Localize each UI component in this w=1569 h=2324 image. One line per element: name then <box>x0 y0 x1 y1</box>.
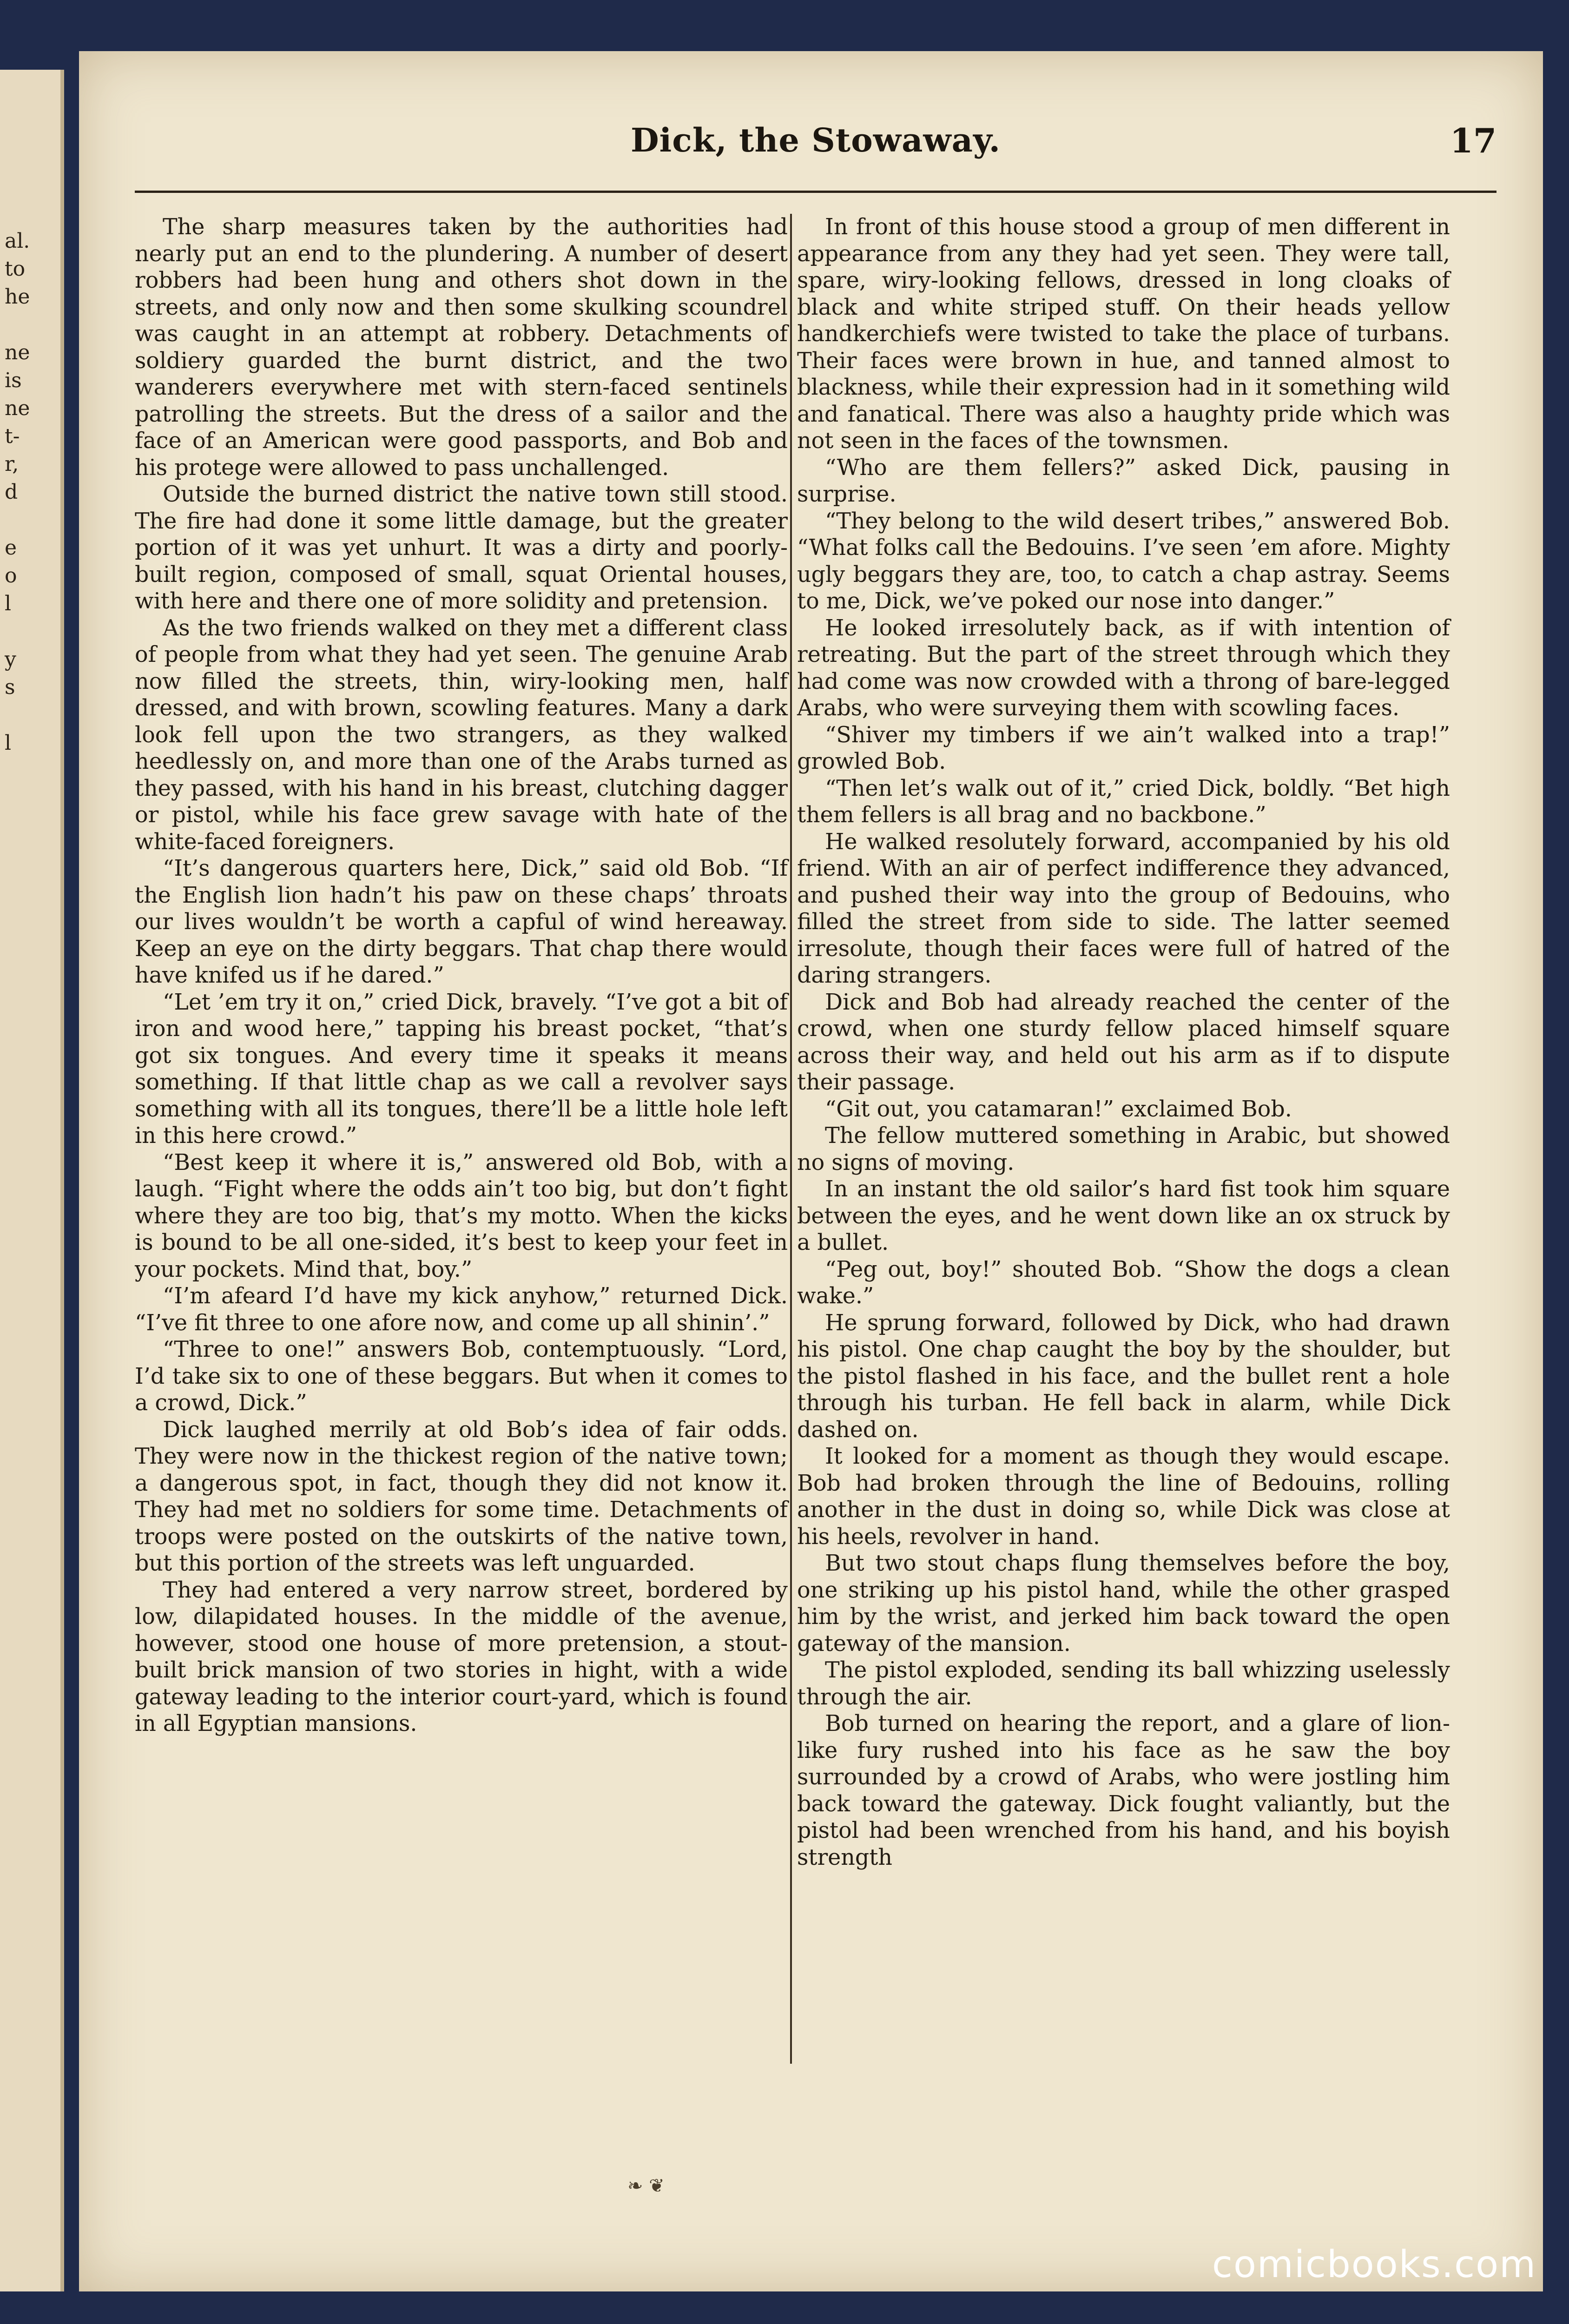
paragraph: Dick and Bob had already reached the center of the crowd, when one sturdy fellow placed himself square across their way, and held out his arm as if to dispute their passage. <box>797 989 1450 1095</box>
paragraph: Outside the burned district the native town still stood. The fire had done it some little damage, but the greater portion of it was yet unhurt. It was a dirty and poorly-built region, composed of small, squat Oriental houses, with here and there one of more solidity and pretension. <box>135 482 788 614</box>
margin-fragment: y <box>5 647 16 671</box>
paragraph: As the two friends walked on they met a different class of people from what they had yet seen. The genuine Arab now filled the streets, thin, wiry-looking men, half dressed, and with brown, scowling features. Many a dark look fell upon the two strangers, as they walked heedlessly on, and more than one of the Arabs turned as they passed, with his hand in his breast, clutching dagger or pistol, while his face grew savage with hate of the white-faced foreigners. <box>135 615 788 855</box>
margin-fragment: o <box>5 564 17 588</box>
page-number: 17 <box>1450 121 1496 160</box>
paragraph: “Three to one!” answers Bob, contemptuously. “Lord, I’d take six to one of these beggars. But when it comes to a crowd, Dick.” <box>135 1337 788 1416</box>
margin-fragment: s <box>5 675 15 699</box>
paragraph: He sprung forward, followed by Dick, who had drawn his pistol. One chap caught the boy by the shoulder, but the pistol flashed in his face, and the bullet rent a hole through his turban. He fell back in alarm, while Dick dashed on. <box>797 1310 1450 1443</box>
paragraph: In an instant the old sailor’s hard fist took him square between the eyes, and he went down like an ox struck by a bullet. <box>797 1176 1450 1255</box>
paragraph: The sharp measures taken by the authorities had nearly put an end to the plundering. A number of desert robbers had been hung and others shot down in the streets, and only now and then some skulking scoundrel was caught in an attempt at robbery. Detachments of soldiery guarded the burnt district, and the two wanderers everywhere met with stern-faced sentinels patrolling the streets. But the dress of a sailor and the face of an American were good passports, and Bob and his protege were allowed to pass unchallenged. <box>135 214 788 481</box>
paragraph: “They belong to the wild desert tribes,” answered Bob. “What folks call the Bedouins. I’ve seen ’em afore. Mighty ugly beggars they are, too, to catch a chap astray. Seems to me, Dick, we’ve poked our nose into danger.” <box>797 508 1450 614</box>
header-rule <box>135 191 1496 193</box>
right-column <box>797 214 1450 1871</box>
page <box>79 51 1543 2291</box>
paragraph: “I’m afeard I’d have my kick anyhow,” returned Dick. “I’ve fit three to one afore now, and come up all shinin’.” <box>135 1283 788 1336</box>
margin-fragment: ne <box>5 341 30 364</box>
paragraph: “Best keep it where it is,” answered old Bob, with a laugh. “Fight where the odds ain’t too big, but don’t fight where they are too big, that’s my motto. When the kicks is bound to be all one-sided, it’s best to keep your feet in your pockets. Mind that, boy.” <box>135 1149 788 1282</box>
adjacent-page-edge <box>0 70 64 2291</box>
paragraph: “Shiver my timbers if we ain’t walked into a trap!” growled Bob. <box>797 722 1450 774</box>
paragraph: They had entered a very narrow street, bordered by low, dilapidated houses. In the middle of the avenue, however, stood one house of more pretension, a stout-built brick mansion of two stories in hight, with a wide gateway leading to the interior court-yard, which is found in all Egyptian mansions. <box>135 1577 788 1736</box>
margin-fragment: l <box>5 731 12 755</box>
margin-fragment: ne <box>5 396 30 420</box>
paragraph: “It’s dangerous quarters here, Dick,” said old Bob. “If the English lion hadn’t his paw on these chaps’ throats our lives wouldn’t be worth a capful of wind hereaway. Keep an eye on the dirty beggars. That chap there would have knifed us if he dared.” <box>135 856 788 988</box>
margin-fragment: d <box>5 480 18 504</box>
margin-fragment: l <box>5 592 12 615</box>
paragraph: In front of this house stood a group of men different in appearance from any they had yet seen. They were tall, spare, wiry-looking fellows, dressed in long cloaks of black and white striped stuff. On their heads yellow handkerchiefs were twisted to take the place of turbans. Their faces were brown in hue, and tanned almost to blackness, while their expression had in it something wild and fanatical. There was also a haughty pride which was not seen in the faces of the townsmen. <box>797 214 1450 454</box>
paragraph: But two stout chaps flung themselves before the boy, one striking up his pistol hand, while the other grasped him by the wrist, and jerked him back toward the open gateway of the mansion. <box>797 1551 1450 1657</box>
printer-ornament: ❧ ❦ <box>627 2175 665 2197</box>
margin-fragment: r, <box>5 452 19 476</box>
paragraph: The fellow muttered something in Arabic, but showed no signs of moving. <box>797 1123 1450 1175</box>
margin-fragment: e <box>5 536 17 560</box>
paragraph: It looked for a moment as though they would escape. Bob had broken through the line of Bedouins, rolling another in the dust in doing so, while Dick was close at his heels, revolver in hand. <box>797 1444 1450 1550</box>
margin-fragment: t- <box>5 424 20 448</box>
paragraph: “Peg out, boy!” shouted Bob. “Show the dogs a clean wake.” <box>797 1256 1450 1309</box>
paragraph: “Let ’em try it on,” cried Dick, bravely. “I’ve got a bit of iron and wood here,” tapping his breast pocket, “that’s got six tongues. And every time it speaks it means something. If that little chap as we call a revolver says something with all its tongues, there’ll be a little hole left in this here crowd.” <box>135 989 788 1149</box>
margin-fragment: he <box>5 285 30 309</box>
paragraph: The pistol exploded, sending its ball whizzing uselessly through the air. <box>797 1657 1450 1710</box>
page-header <box>135 121 1496 177</box>
paragraph: He walked resolutely forward, accompanied by his old friend. With an air of perfect indifference they advanced, and pushed their way into the group of Bedouins, who filled the street from side to side. The latter seemed irresolute, though their faces were full of hatred of the daring strangers. <box>797 829 1450 988</box>
page-title: Dick, the Stowaway. <box>630 121 1001 159</box>
paragraph: Bob turned on hearing the report, and a glare of lion-like fury rushed into his face as he saw the boy surrounded by a crowd of Arabs, who were jostling him back toward the gateway. Dick fought valiantly, but the pistol had been wrenched from his hand, and his boyish strength <box>797 1711 1450 1870</box>
margin-fragment: to <box>5 257 26 281</box>
paragraph: “Then let’s walk out of it,” cried Dick, boldly. “Bet high them fellers is all brag and no backbone.” <box>797 775 1450 828</box>
watermark: comicbooks.com <box>1212 2243 1536 2286</box>
paragraph: Dick laughed merrily at old Bob’s idea of fair odds. They were now in the thickest region of the native town; a dangerous spot, in fact, though they did not know it. They had met no soldiers for some time. Detachments of troops were posted on the outskirts of the native town, but this portion of the streets was left unguarded. <box>135 1417 788 1576</box>
paragraph: “Git out, you catamaran!” exclaimed Bob. <box>825 1096 1292 1122</box>
paragraph: “Who are them fellers?” asked Dick, pausing in surprise. <box>797 455 1450 507</box>
margin-fragment: is <box>5 369 22 392</box>
paragraph: He looked irresolutely back, as if with intention of retreating. But the part of the street through which they had come was now crowded with a throng of bare-legged Arabs, who were surveying them with scowling faces. <box>797 615 1450 721</box>
column-divider <box>790 214 792 2064</box>
margin-fragment: al. <box>5 229 30 253</box>
left-column <box>135 214 788 1737</box>
